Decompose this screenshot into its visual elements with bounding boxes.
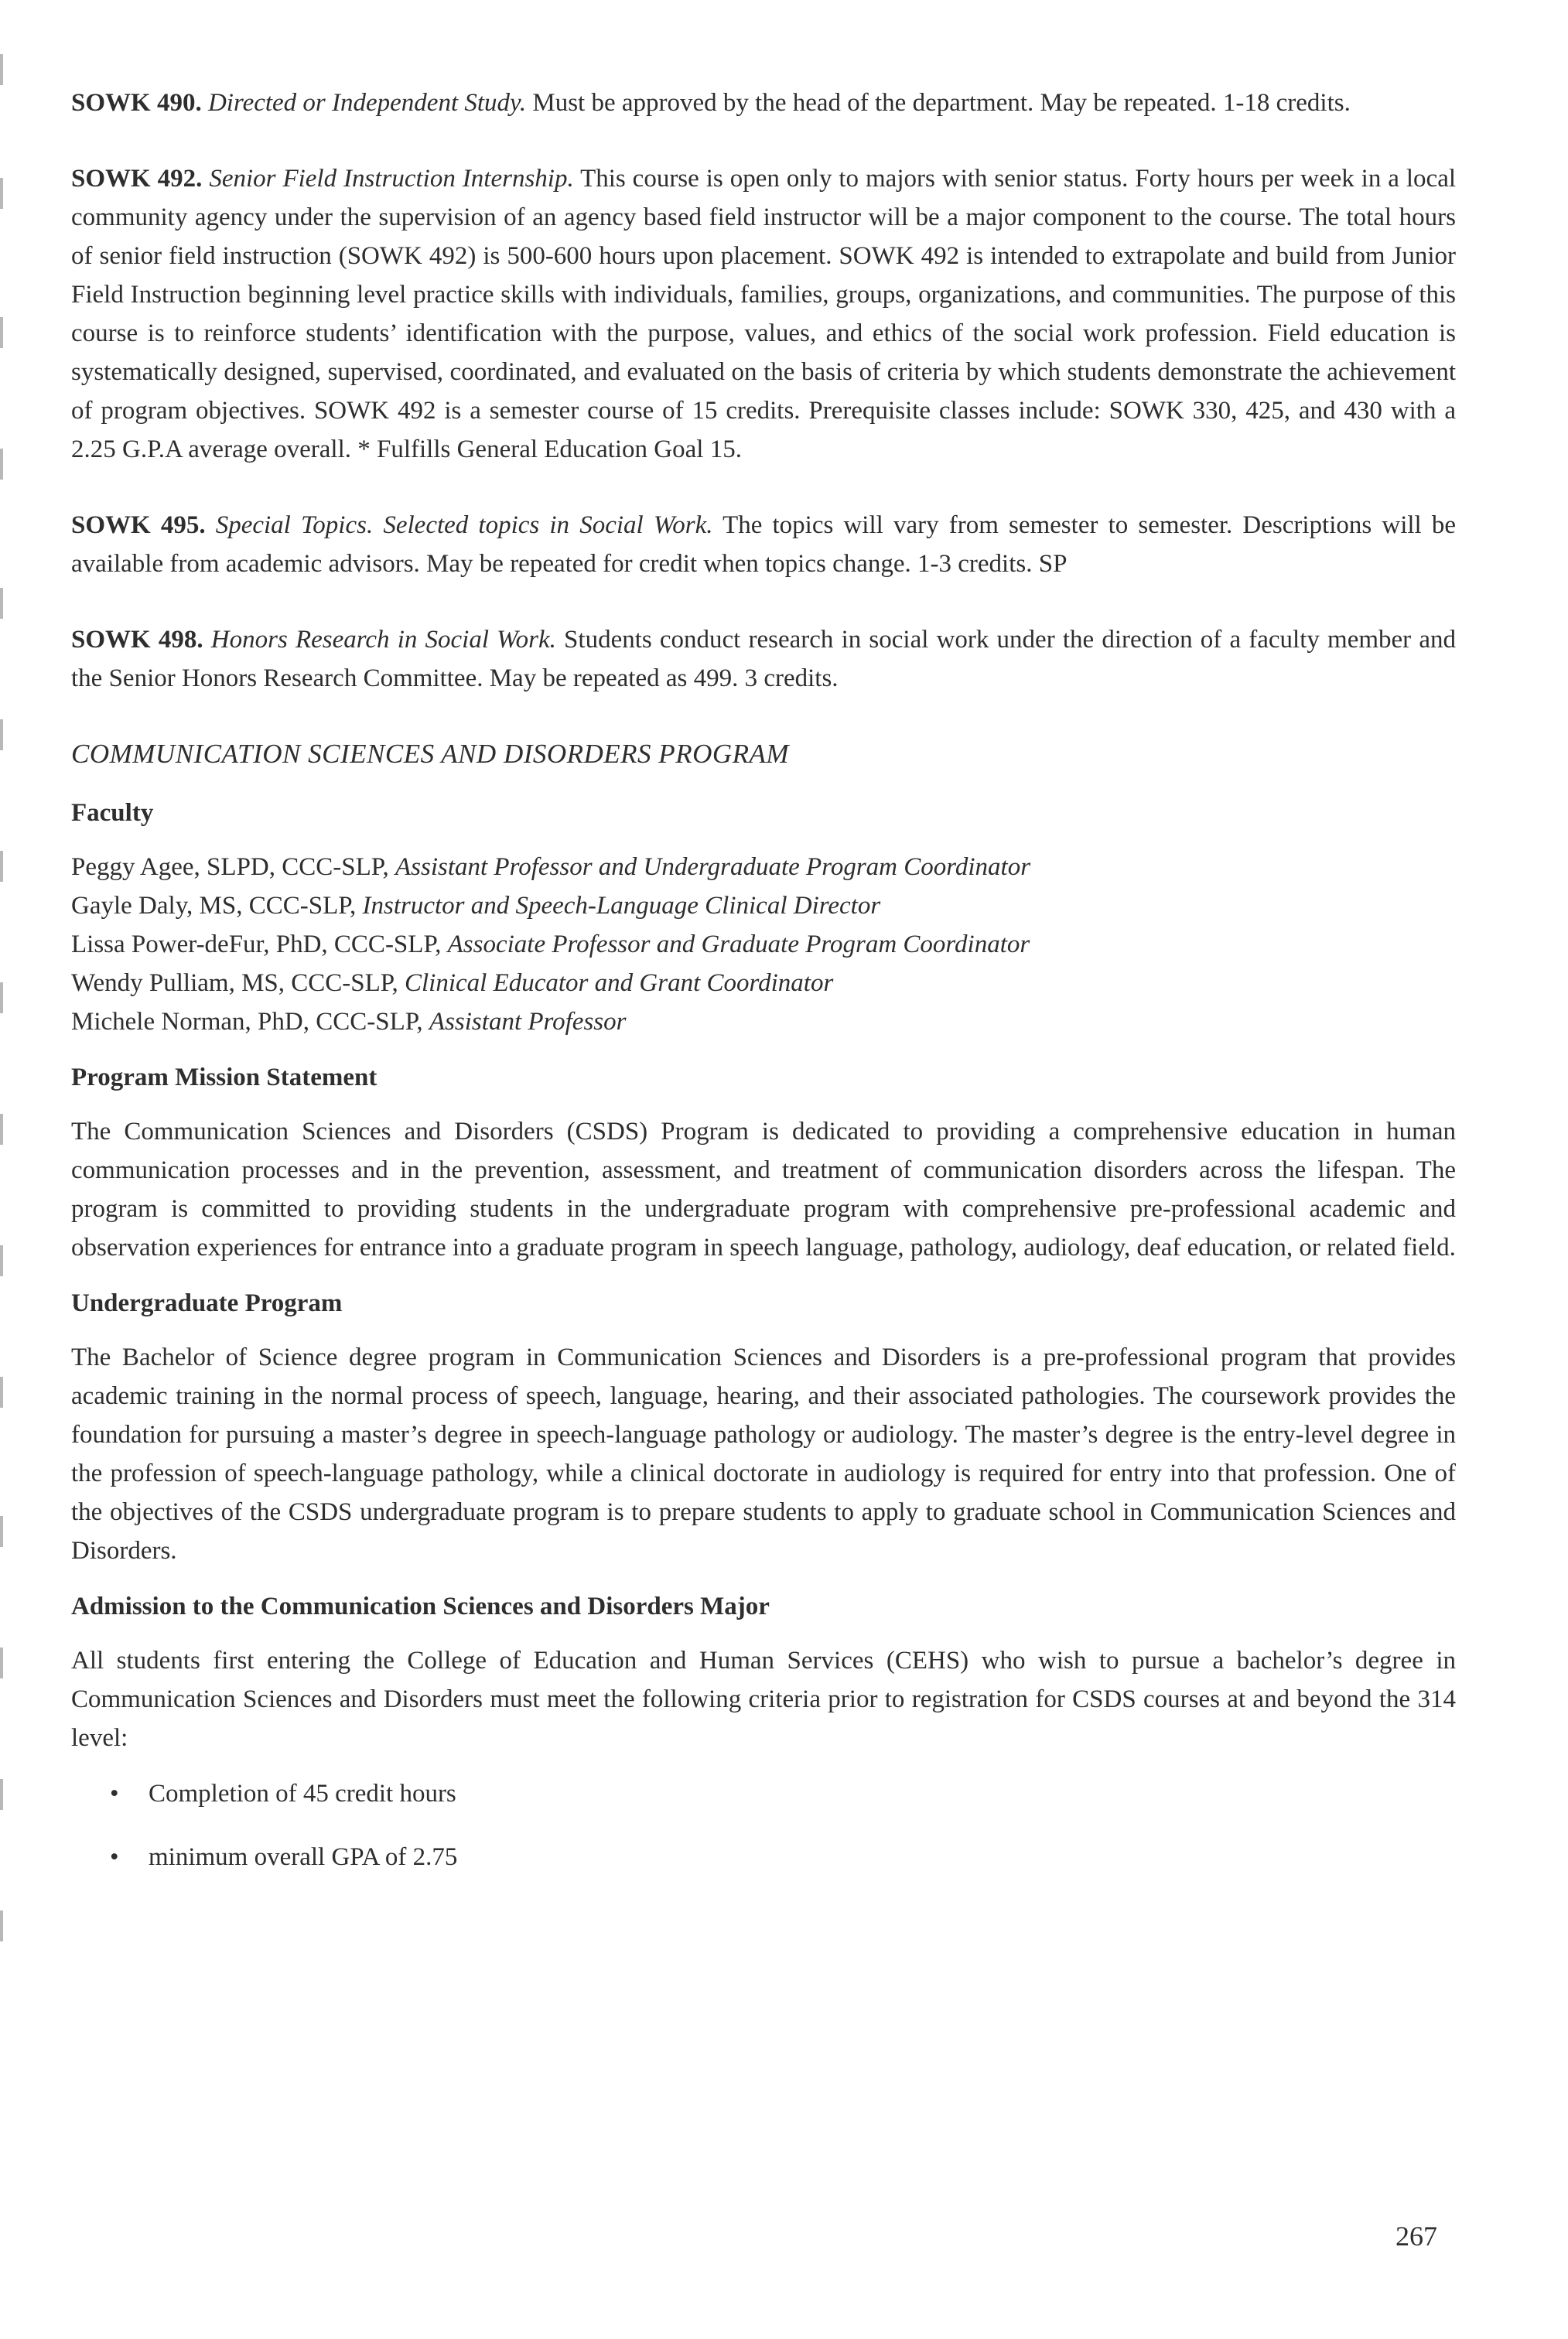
course-entry-sowk-490 <box>71 84 1456 122</box>
bullet-icon: • <box>110 1780 119 1808</box>
catalog-page <box>71 84 1456 1901</box>
course-description: Students conduct research in social work under the direction of a faculty member and the Senior Honors Research Committee. May be repeated as 499. 3 credits. <box>71 626 1456 692</box>
faculty-heading: Faculty <box>71 799 154 827</box>
faculty-member <box>71 925 1456 964</box>
admission-text: All students first entering the College of Education and Human Services (CEHS) who wish to pursue a bachelor’s degree in Communication Sciences and Disorders must meet the following criteria prior to registration for CSDS courses at and beyond the 314 level: <box>71 1647 1456 1752</box>
course-title: Directed or Independent Study. <box>207 89 527 117</box>
course-code: SOWK 495. <box>71 511 206 539</box>
course-entry-sowk-495 <box>71 506 1456 583</box>
course-entry-sowk-492 <box>71 159 1456 469</box>
course-description: The topics will vary from semester to semester. Descriptions will be available from academic advisors. May be repeated for credit when topics change. 1-3 credits. SP <box>71 511 1456 578</box>
faculty-role: Assistant Professor and Undergraduate Program Coordinator <box>395 853 1031 881</box>
undergrad-heading: Undergraduate Program <box>71 1289 343 1317</box>
course-code: SOWK 498. <box>71 626 203 654</box>
list-item: • Completion of 45 credit hours <box>110 1774 1456 1813</box>
course-title: Senior Field Instruction Internship. <box>209 165 574 193</box>
course-title: Honors Research in Social Work. <box>210 626 556 654</box>
faculty-member <box>71 1002 1456 1041</box>
course-title: Special Topics. Selected topics in Social Work. <box>215 511 713 539</box>
faculty-name: Michele Norman, PhD, CCC-SLP, <box>71 1008 423 1036</box>
faculty-name: Wendy Pulliam, MS, CCC-SLP, <box>71 969 398 997</box>
course-code: SOWK 492. <box>71 165 203 193</box>
admission-heading: Admission to the Communication Sciences and Disorders Major <box>71 1593 770 1620</box>
faculty-role: Clinical Educator and Grant Coordinator <box>405 969 834 997</box>
mission-heading: Program Mission Statement <box>71 1064 377 1091</box>
faculty-member <box>71 886 1456 925</box>
course-code: SOWK 490. <box>71 89 202 117</box>
faculty-name: Lissa Power-deFur, PhD, CCC-SLP, <box>71 930 442 958</box>
course-entry-sowk-498 <box>71 620 1456 698</box>
faculty-role: Associate Professor and Graduate Program Coordinator <box>447 930 1030 958</box>
faculty-name: Gayle Daly, MS, CCC-SLP, <box>71 892 357 920</box>
undergrad-text: The Bachelor of Science degree program in Communication Sciences and Disorders is a pre-professional program that provides academic training in the normal process of speech, language, hearing, and their associated pathologies. The coursework provides the foundation for pursuing a master’s degree in speech-language pathology or audiology. The master’s degree is the entry-level degree in the profession of speech-language pathology, while a clinical doctorate in audiology is required for entry into that profession. One of the objectives of the CSDS undergraduate program is to prepare students to apply to graduate school in Communication Sciences and Disorders. <box>71 1344 1456 1565</box>
faculty-role: Assistant Professor <box>429 1008 627 1036</box>
faculty-member <box>71 964 1456 1002</box>
page-number: 267 <box>1395 2221 1437 2252</box>
scan-margin-marks <box>0 0 6 2339</box>
mission-text: The Communication Sciences and Disorders (CSDS) Program is dedicated to providing a comprehensive education in human communication processes and in the prevention, assessment, and treatment of communication disorders across the lifespan. The program is committed to providing students in the undergraduate program with comprehensive pre-professional academic and observation experiences for entrance into a graduate program in speech language, pathology, audiology, deaf education, or related field. <box>71 1118 1456 1262</box>
faculty-role: Instructor and Speech-Language Clinical Director <box>362 892 881 920</box>
faculty-member <box>71 848 1456 886</box>
course-description: Must be approved by the head of the department. May be repeated. 1-18 credits. <box>532 89 1351 117</box>
course-description: This course is open only to majors with senior status. Forty hours per week in a local community agency under the supervision of an agency based field instructor will be a major component to the course. The total hours of senior field instruction (SOWK 492) is 500-600 hours upon placement. SOWK 492 is intended to extrapolate and build from Junior Field Instruction beginning level practice skills with individuals, families, groups, organizations, and communities. The purpose of this course is to reinforce students’ identification with the purpose, values, and ethics of the social work profession. Field education is systematically designed, supervised, coordinated, and evaluated on the basis of criteria by which students demonstrate the achievement of program objectives. SOWK 492 is a semester course of 15 credits. Prerequisite classes include: SOWK 330, 425, and 430 with a 2.25 G.P.A average overall. * Fulfills General Education Goal 15. <box>71 165 1457 463</box>
faculty-name: Peggy Agee, SLPD, CCC-SLP, <box>71 853 389 881</box>
faculty-list <box>71 848 1456 1041</box>
bullet-icon: • <box>110 1843 119 1871</box>
program-title: COMMUNICATION SCIENCES AND DISORDERS PROGRAM <box>71 739 790 769</box>
list-item: • minimum overall GPA of 2.75 <box>110 1838 1456 1876</box>
admission-criteria-list <box>110 1774 1456 1876</box>
